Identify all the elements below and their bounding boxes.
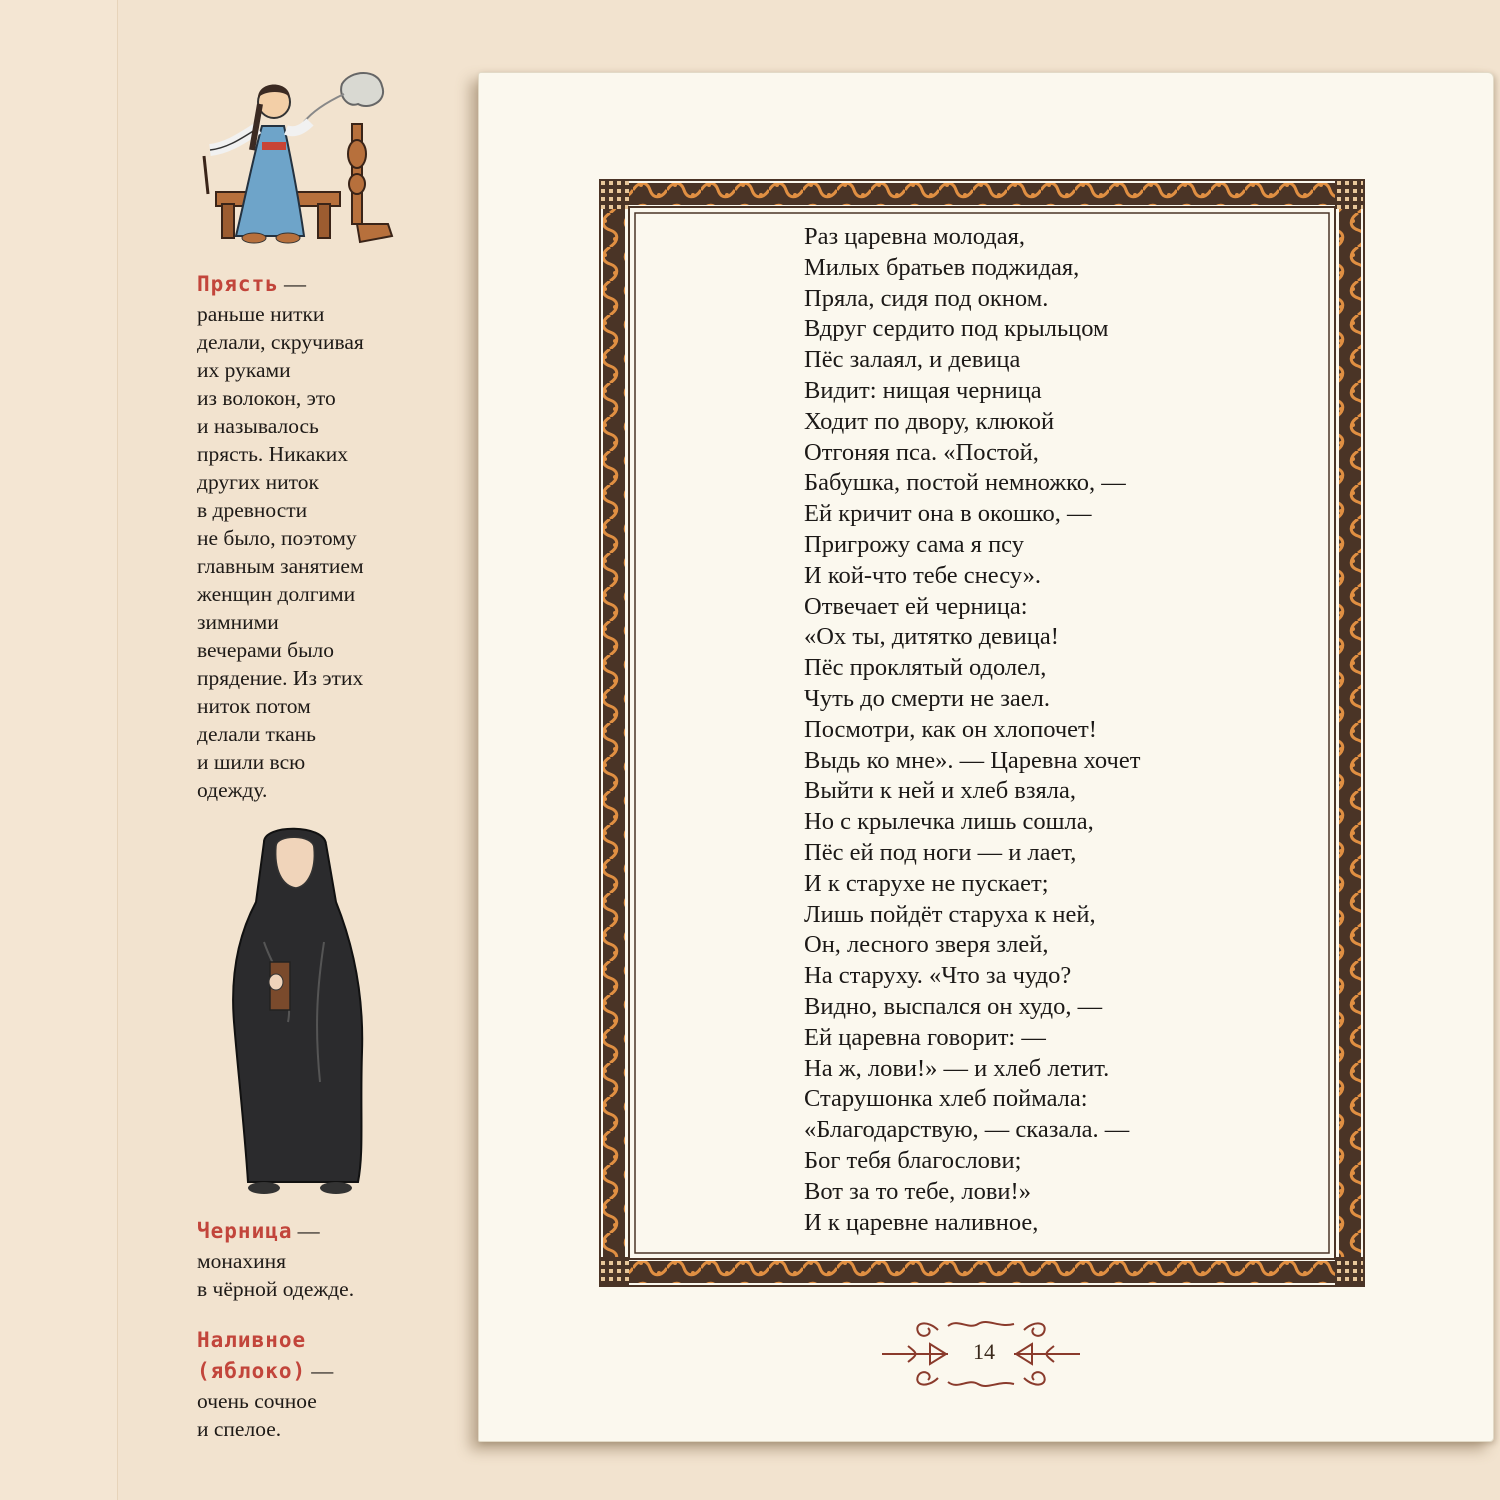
definition-line: в чёрной одежде.: [197, 1277, 355, 1301]
poem-line: Посмотри, как он хлопочет!: [804, 715, 1097, 743]
glossary-definition: [197, 300, 397, 804]
definition-line: их руками: [197, 358, 291, 382]
definition-line: очень сочное: [197, 1389, 317, 1413]
poem-line: Вот за то тебе, лови!»: [804, 1177, 1031, 1205]
definition-line: в древности: [197, 498, 308, 522]
definition-line: вечерами было: [197, 638, 335, 662]
poem-line: Пряла, сидя под окном.: [804, 284, 1049, 312]
poem-line: И к царевне наливное,: [804, 1208, 1039, 1236]
poem-line: Пёс ей под ноги — и лает,: [804, 838, 1077, 866]
poem-line: И к старухе не пускает;: [804, 869, 1049, 897]
poem-line: На ж, лови!» — и хлеб летит.: [804, 1054, 1110, 1082]
poem-line: Пригрожу сама я псу: [804, 530, 1024, 558]
spinning-woman-illustration: [192, 64, 398, 246]
definition-line: и называлось: [197, 414, 319, 438]
glossary-dash: —: [283, 271, 306, 296]
glossary-term: Наливное: [197, 1328, 307, 1352]
poem-line: Милых братьев поджидая,: [804, 253, 1080, 281]
poem-line: Бог тебя благослови;: [804, 1146, 1022, 1174]
poem-line: Бабушка, постой немножко, —: [804, 469, 1126, 497]
definition-line: из волокон, это: [197, 386, 336, 410]
definition-line: прясть. Никаких: [197, 442, 349, 466]
glossary-apple: [197, 1326, 417, 1443]
definition-line: женщин долгими: [197, 582, 356, 606]
glossary-term: Черница: [197, 1219, 293, 1243]
definition-line: делали, скручивая: [197, 330, 364, 354]
definition-line: зимними: [197, 610, 279, 634]
poem-line: Ей царевна говорит: —: [804, 1023, 1046, 1051]
poem-line: «Благодарствую, — сказала. —: [804, 1116, 1130, 1144]
definition-line: прядение. Из этих: [197, 666, 364, 690]
poem-line: Вдруг сердито под крыльцом: [804, 315, 1109, 343]
definition-line: не было, поэтому: [197, 526, 357, 550]
glossary-definition: [197, 1387, 417, 1443]
poem-line: Видно, выспался он худо, —: [804, 992, 1103, 1020]
poem-line: На старуху. «Что за чудо?: [804, 962, 1072, 990]
poem-line: Отвечает ей черница:: [804, 592, 1028, 620]
poem-line: Но с крылечка лишь сошла,: [804, 808, 1094, 836]
glossary-term-sub: (яблоко): [197, 1359, 307, 1383]
page-gutter: [0, 0, 118, 1500]
definition-line: и шили всю: [197, 750, 306, 774]
poem-line: Он, лесного зверя злей,: [804, 931, 1049, 959]
definition-line: ниток потом: [197, 694, 311, 718]
page-number: 14: [973, 1339, 995, 1364]
glossary-spin: [197, 270, 397, 804]
poem-line: Ходит по двору, клюкой: [804, 407, 1055, 435]
poem-line: Пёс проклятый одолел,: [804, 654, 1047, 682]
poem-line: И кой-что тебе снесу».: [804, 561, 1042, 589]
poem-line: «Ох ты, дитятко девица!: [804, 623, 1059, 651]
glossary-nun: [197, 1216, 417, 1303]
poem-line: Старушонка хлеб поймала:: [804, 1085, 1088, 1113]
glossary-dash: —: [297, 1218, 320, 1243]
poem-line: Видит: нищая черница: [804, 376, 1042, 404]
definition-line: раньше нитки: [197, 302, 325, 326]
glossary-term: Прясть: [197, 272, 279, 296]
poem-text: [804, 222, 1324, 1238]
definition-line: монахиня: [197, 1249, 287, 1273]
poem-line: Отгоняя пса. «Постой,: [804, 438, 1039, 466]
definition-line: и спелое.: [197, 1417, 282, 1441]
glossary-dash: —: [311, 1358, 334, 1383]
poem-line: Пёс залаял, и девица: [804, 346, 1021, 374]
definition-line: одежду.: [197, 778, 268, 802]
poem-line: Выйти к ней и хлеб взяла,: [804, 777, 1077, 805]
definition-line: других ниток: [197, 470, 319, 494]
poem-line: Раз царевна молодая,: [804, 223, 1026, 250]
poem-line: Выдь ко мне». — Царевна хочет: [804, 746, 1141, 774]
nun-illustration: [224, 822, 366, 1196]
poem-line: Лишь пойдёт старуха к ней,: [804, 900, 1096, 928]
definition-line: главным занятием: [197, 554, 364, 578]
poem-line: Ей кричит она в окошко, —: [804, 500, 1092, 528]
poem-line: Чуть до смерти не заел.: [804, 684, 1051, 712]
definition-line: делали ткань: [197, 722, 316, 746]
glossary-definition: [197, 1247, 417, 1303]
